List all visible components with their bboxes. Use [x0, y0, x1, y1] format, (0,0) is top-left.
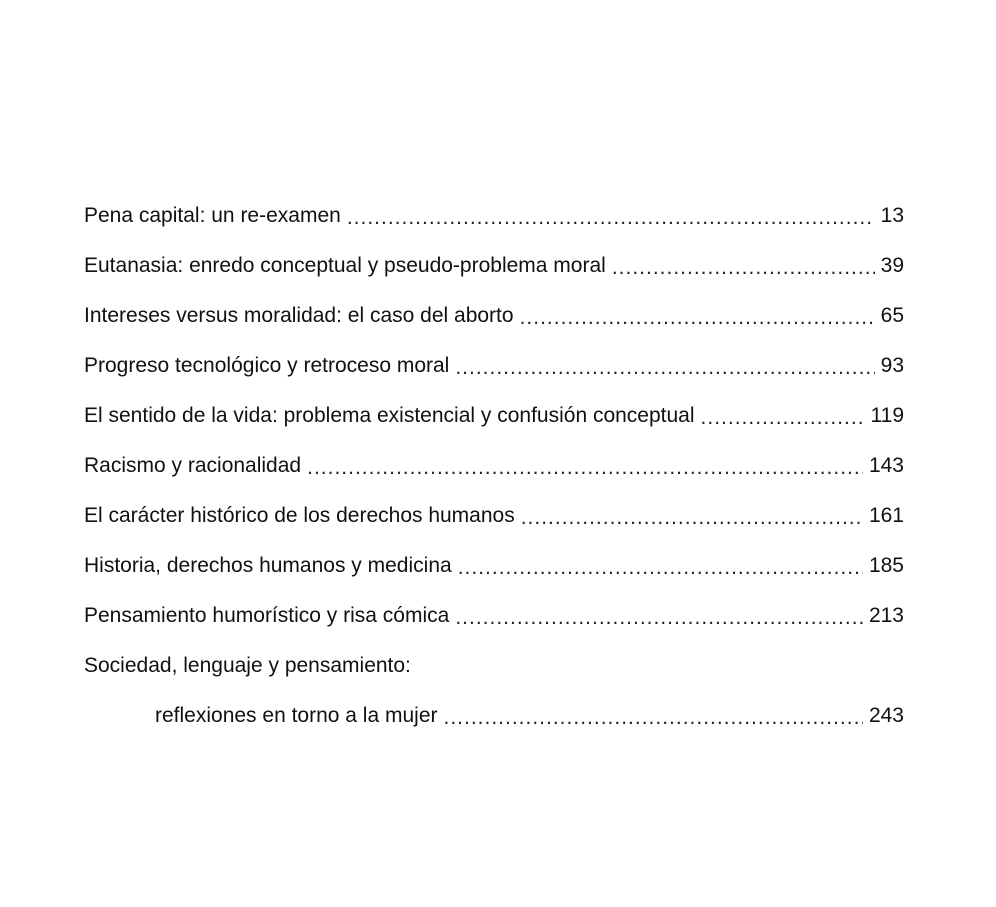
toc-entry-title: Progreso tecnológico y retroceso moral [84, 353, 450, 377]
dot-leader [455, 607, 863, 628]
toc-entry-historia-medicina [84, 540, 904, 590]
dot-leader [612, 257, 875, 278]
toc-entry-caracter-historico [84, 490, 904, 540]
toc-entry-pensamiento-humoristico [84, 590, 904, 640]
toc-entry-page: 65 [880, 303, 904, 327]
toc-entry-title: Pensamiento humorístico y risa cómica [84, 603, 450, 627]
dot-leader [455, 357, 874, 378]
toc-entry-reflexiones-mujer [84, 690, 904, 740]
toc-entry-title: Historia, derechos humanos y medicina [84, 553, 452, 577]
toc-entry-sentido-vida [84, 390, 904, 440]
toc-entry-progreso [84, 340, 904, 390]
dot-leader [521, 507, 863, 528]
toc-entry-eutanasia [84, 240, 904, 290]
toc-entry-page: 93 [880, 353, 904, 377]
toc-entry-page: 13 [880, 203, 904, 227]
dot-leader [701, 407, 865, 428]
toc-entry-page: 119 [870, 403, 904, 427]
dot-leader [347, 207, 875, 228]
toc-entry-page: 243 [868, 703, 904, 727]
dot-leader [520, 307, 875, 328]
toc-entry-page: 213 [868, 603, 904, 627]
dot-leader [458, 557, 863, 578]
toc-entry-sociedad-heading [84, 640, 904, 690]
toc-entry-title: El sentido de la vida: problema existencial y confusión conceptual [84, 403, 695, 427]
toc-entry-title: El carácter histórico de los derechos humanos [84, 503, 515, 527]
toc-entry-racismo [84, 440, 904, 490]
toc-entry-title: Racismo y racionalidad [84, 453, 302, 477]
toc-entry-page: 143 [868, 453, 904, 477]
toc-entry-title: Sociedad, lenguaje y pensamiento: [84, 653, 411, 677]
toc-entry-title: Pena capital: un re-examen [84, 203, 341, 227]
toc-entry-page: 185 [868, 553, 904, 577]
dot-leader [444, 707, 863, 728]
table-of-contents [84, 190, 904, 740]
toc-entry-title: reflexiones en torno a la mujer [155, 703, 438, 727]
toc-entry-page: 161 [868, 503, 904, 527]
toc-entry-title: Intereses versus moralidad: el caso del aborto [84, 303, 514, 327]
toc-entry-page: 39 [880, 253, 904, 277]
toc-entry-pena-capital [84, 190, 904, 240]
toc-entry-intereses [84, 290, 904, 340]
dot-leader [307, 457, 863, 478]
toc-entry-title: Eutanasia: enredo conceptual y pseudo-problema moral [84, 253, 606, 277]
